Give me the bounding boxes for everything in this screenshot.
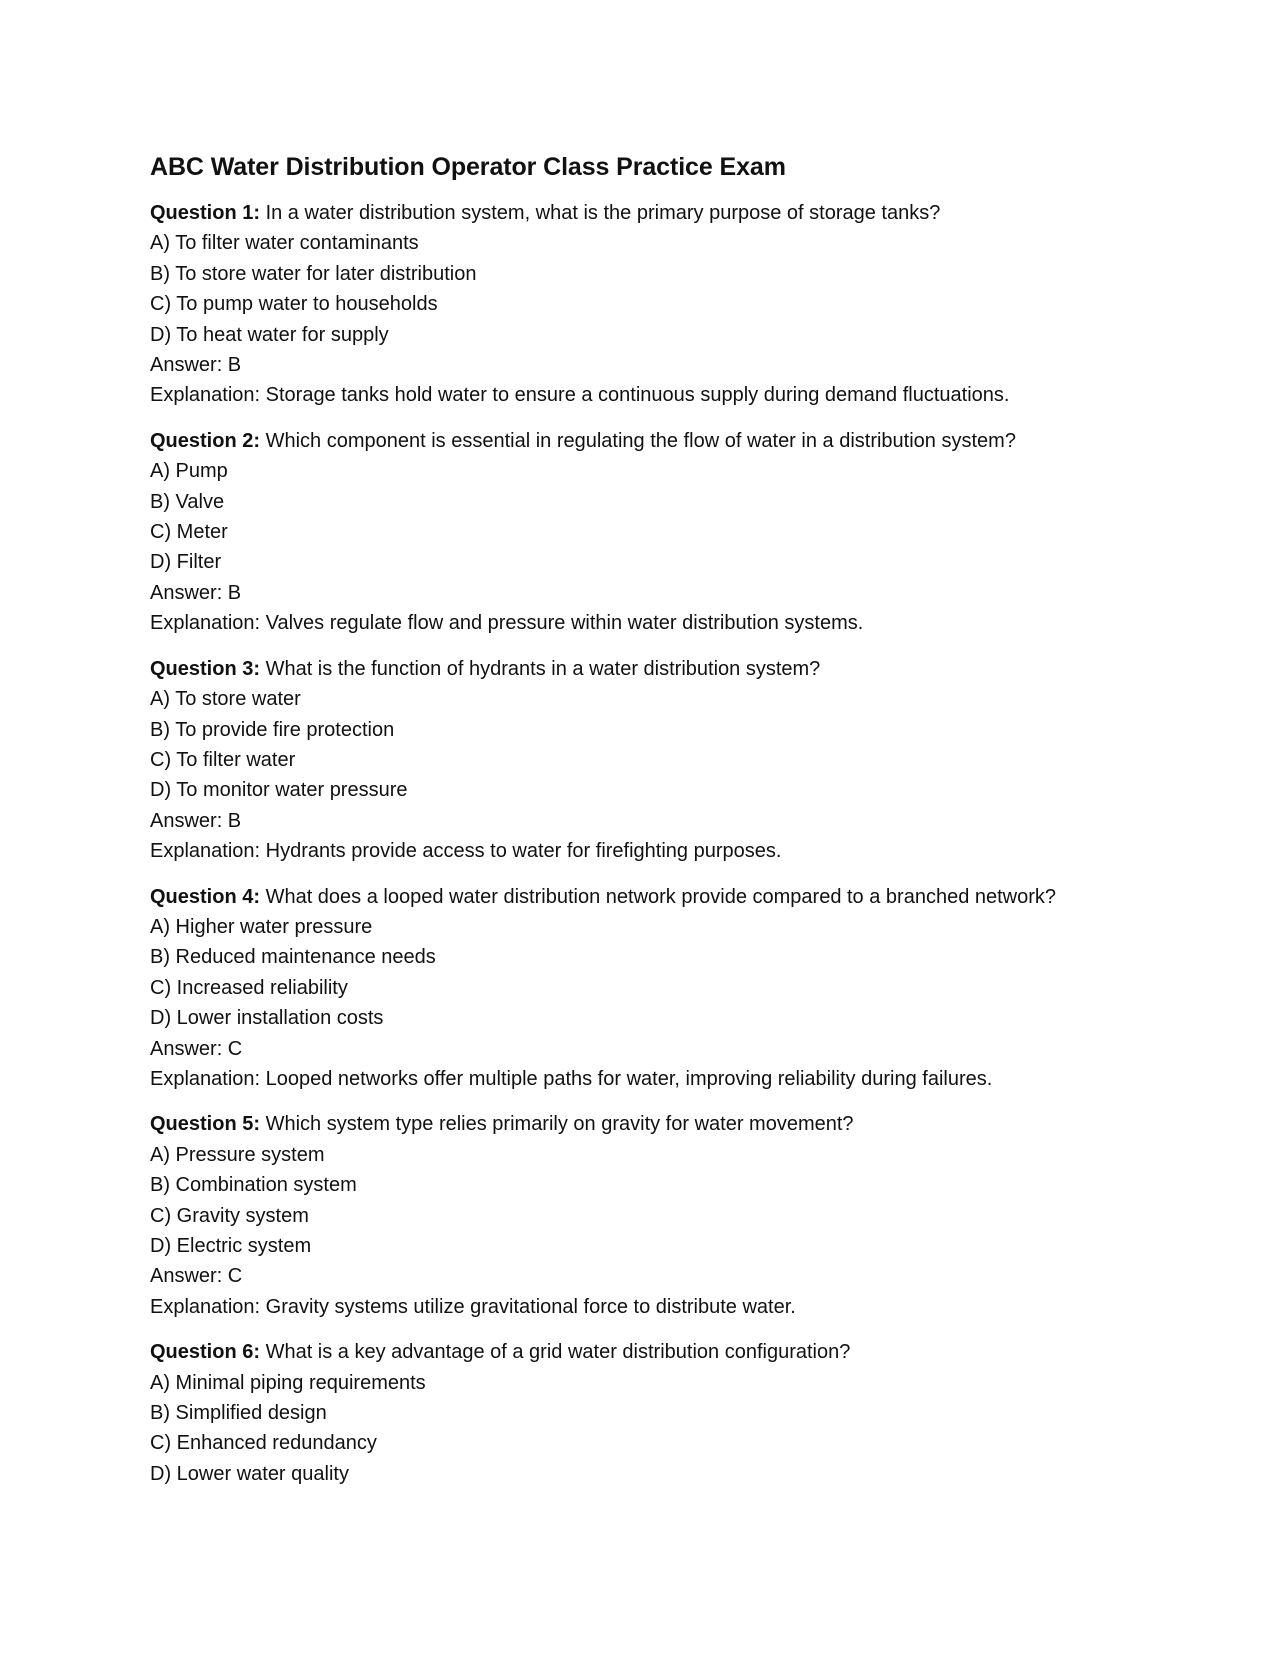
question-label: Question 4:	[150, 885, 261, 908]
question-text: What does a looped water distribution network provide compared to a branched network?	[260, 885, 1057, 908]
answer-explanation: Explanation: Gravity systems utilize gravitational force to distribute water.	[150, 1295, 796, 1318]
answer-option: C) Meter	[150, 521, 228, 544]
question-label: Question 3:	[150, 657, 261, 680]
question-label: Question 2:	[150, 429, 261, 452]
answer-option: A) Minimal piping requirements	[150, 1371, 426, 1394]
question-prompt	[150, 426, 1150, 456]
answer-option: D) Lower installation costs	[150, 1007, 384, 1030]
correct-answer: Answer: B	[150, 581, 242, 604]
question-text: Which system type relies primarily on gravity for water movement?	[260, 1113, 854, 1136]
correct-answer: Answer: B	[150, 809, 242, 832]
answer-option: B) Combination system	[150, 1174, 357, 1197]
answer-option: C) To filter water	[150, 748, 296, 771]
answer-option: B) Valve	[150, 490, 225, 513]
question-block	[150, 1337, 1150, 1489]
answer-option: B) Simplified design	[150, 1402, 327, 1425]
answer-option: D) Lower water quality	[150, 1462, 349, 1485]
question-prompt	[150, 654, 1150, 684]
answer-option: A) Higher water pressure	[150, 915, 373, 938]
correct-answer: Answer: C	[150, 1037, 243, 1060]
question-label: Question 5:	[150, 1113, 261, 1136]
answer-option: D) To heat water for supply	[150, 323, 389, 346]
question-block	[150, 1109, 1150, 1322]
answer-option: B) To store water for later distribution	[150, 262, 477, 285]
question-text: Which component is essential in regulating the flow of water in a distribution system?	[260, 429, 1016, 452]
question-text: What is a key advantage of a grid water distribution configuration?	[260, 1341, 851, 1364]
question-block	[150, 426, 1150, 639]
question-prompt	[150, 1109, 1150, 1139]
answer-option: C) Increased reliability	[150, 976, 348, 999]
answer-option: C) Gravity system	[150, 1204, 309, 1227]
answer-explanation: Explanation: Storage tanks hold water to ensure a continuous supply during demand fluctuations.	[150, 384, 1010, 407]
document-page	[150, 150, 1150, 1504]
correct-answer: Answer: C	[150, 1265, 243, 1288]
answer-option: C) To pump water to households	[150, 293, 438, 316]
question-label: Question 6:	[150, 1341, 261, 1364]
document-title: ABC Water Distribution Operator Class Practice Exam	[150, 153, 786, 181]
answer-option: D) To monitor water pressure	[150, 779, 408, 802]
answer-explanation: Explanation: Valves regulate flow and pressure within water distribution systems.	[150, 612, 864, 635]
answer-option: A) To filter water contaminants	[150, 232, 419, 255]
question-block	[150, 882, 1150, 1095]
answer-option: A) To store water	[150, 688, 301, 711]
question-block	[150, 654, 1150, 867]
question-label: Question 1:	[150, 202, 261, 224]
answer-option: B) To provide fire protection	[150, 718, 395, 741]
answer-explanation: Explanation: Hydrants provide access to water for firefighting purposes.	[150, 840, 782, 863]
answer-option: D) Electric system	[150, 1235, 312, 1257]
correct-answer: Answer: B	[150, 354, 242, 377]
question-text: What is the function of hydrants in a water distribution system?	[260, 657, 821, 680]
answer-option: D) Filter	[150, 551, 222, 574]
answer-option: C) Enhanced redundancy	[150, 1432, 377, 1455]
question-block	[150, 198, 1150, 411]
question-prompt	[150, 1337, 1150, 1367]
question-prompt	[150, 882, 1150, 912]
answer-option: A) Pressure system	[150, 1143, 325, 1166]
answer-option: B) Reduced maintenance needs	[150, 946, 436, 969]
question-prompt	[150, 198, 1150, 228]
answer-option: A) Pump	[150, 460, 228, 483]
answer-explanation: Explanation: Looped networks offer multiple paths for water, improving reliability during failures.	[150, 1067, 993, 1090]
question-text: In a water distribution system, what is the primary purpose of storage tanks?	[260, 202, 941, 224]
